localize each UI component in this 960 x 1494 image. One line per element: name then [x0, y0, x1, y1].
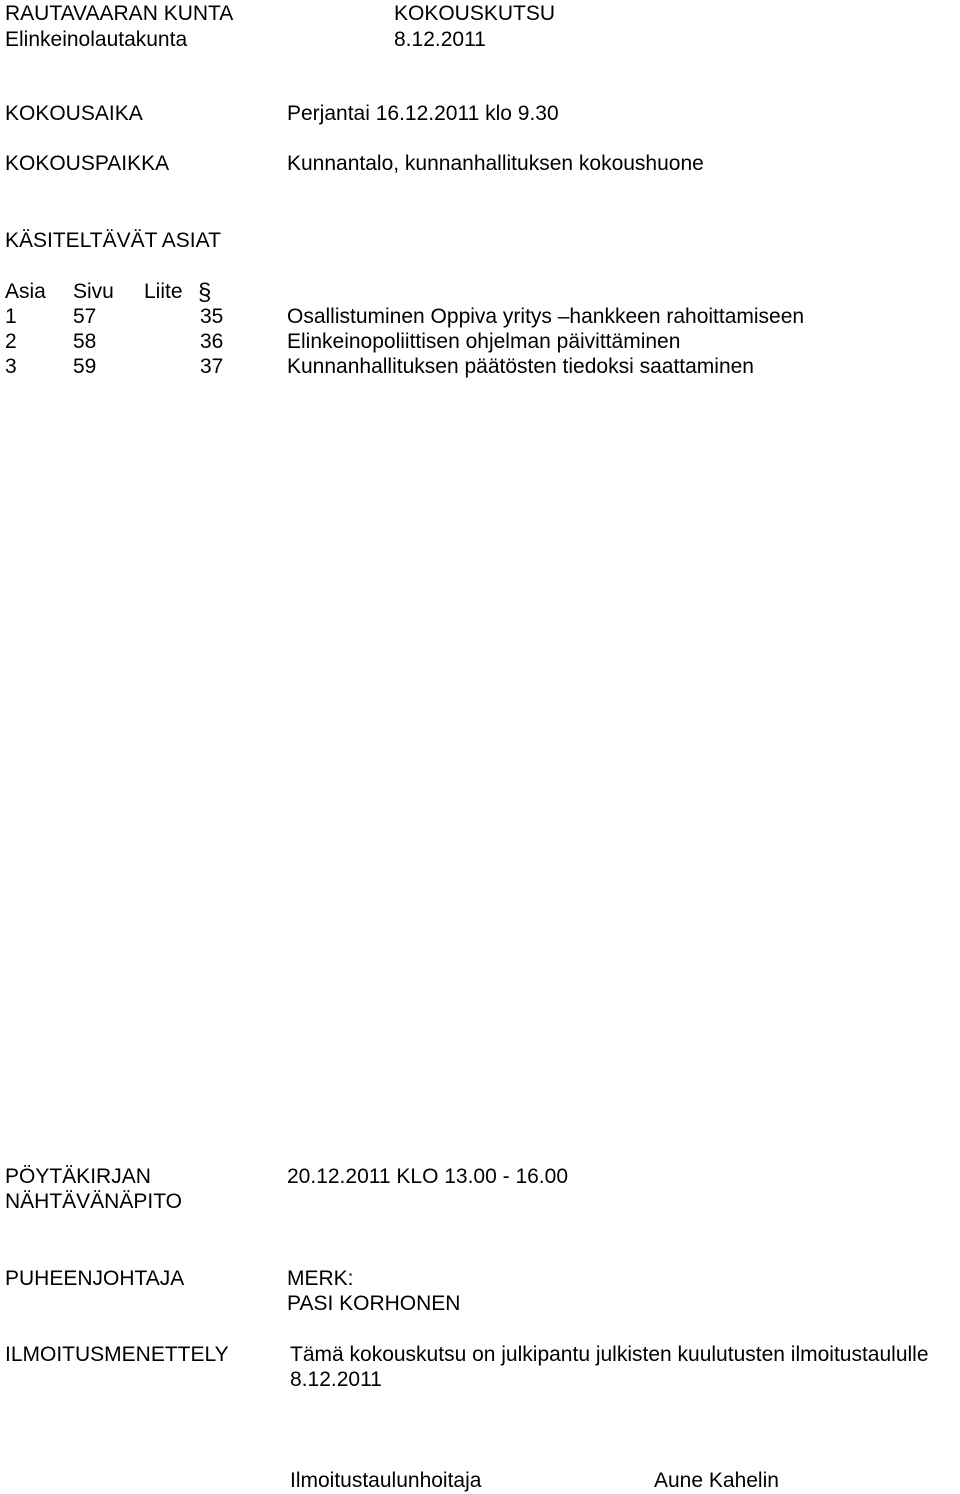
signature-role: Ilmoitustaulunhoitaja — [290, 1469, 482, 1492]
organization-name: RAUTAVAARAN KUNTA — [5, 2, 234, 25]
chair-name: PASI KORHONEN — [287, 1292, 461, 1315]
notice-text: Tämä kokouskutsu on julkipantu julkisten kuulutusten ilmoitustaululle — [290, 1343, 929, 1366]
meeting-time-value: Perjantai 16.12.2011 klo 9.30 — [287, 102, 559, 125]
chair-label: PUHEENJOHTAJA — [5, 1267, 185, 1290]
row-asia: 2 — [5, 330, 17, 353]
minutes-display-time: 20.12.2011 KLO 13.00 - 16.00 — [287, 1165, 568, 1188]
row-sivu: 57 — [73, 305, 97, 328]
row-subject: Elinkeinopoliittisen ohjelman päivittäminen — [287, 330, 681, 353]
meeting-time-label: KOKOUSAIKA — [5, 102, 143, 125]
section-sign-icon: § — [198, 279, 212, 306]
department-name: Elinkeinolautakunta — [5, 28, 188, 51]
agenda-title: KÄSITELTÄVÄT ASIAT — [5, 229, 221, 252]
minutes-label-line1: PÖYTÄKIRJAN — [5, 1165, 151, 1188]
document-type: KOKOUSKUTSU — [394, 2, 556, 25]
row-sivu: 58 — [73, 330, 97, 353]
row-liite: 37 — [200, 355, 224, 378]
minutes-label-line2: NÄHTÄVÄNÄPITO — [5, 1190, 182, 1213]
document-date: 8.12.2011 — [394, 28, 486, 51]
notice-label: ILMOITUSMENETTELY — [5, 1343, 229, 1366]
row-liite: 35 — [200, 305, 224, 328]
row-liite: 36 — [200, 330, 224, 353]
row-subject: Kunnanhallituksen päätösten tiedoksi saattaminen — [287, 355, 754, 378]
column-header-asia: Asia — [5, 280, 46, 303]
signature-name: Aune Kahelin — [654, 1469, 779, 1492]
meeting-place-label: KOKOUSPAIKKA — [5, 152, 170, 175]
chair-signed-marker: MERK: — [287, 1267, 354, 1290]
meeting-place-value: Kunnantalo, kunnanhallituksen kokoushuone — [287, 152, 704, 175]
row-asia: 3 — [5, 355, 17, 378]
notice-date: 8.12.2011 — [290, 1368, 382, 1391]
row-asia: 1 — [5, 305, 17, 328]
column-header-sivu: Sivu — [73, 280, 114, 303]
column-header-liite: Liite — [144, 280, 183, 303]
row-subject: Osallistuminen Oppiva yritys –hankkeen rahoittamiseen — [287, 305, 805, 328]
row-sivu: 59 — [73, 355, 97, 378]
